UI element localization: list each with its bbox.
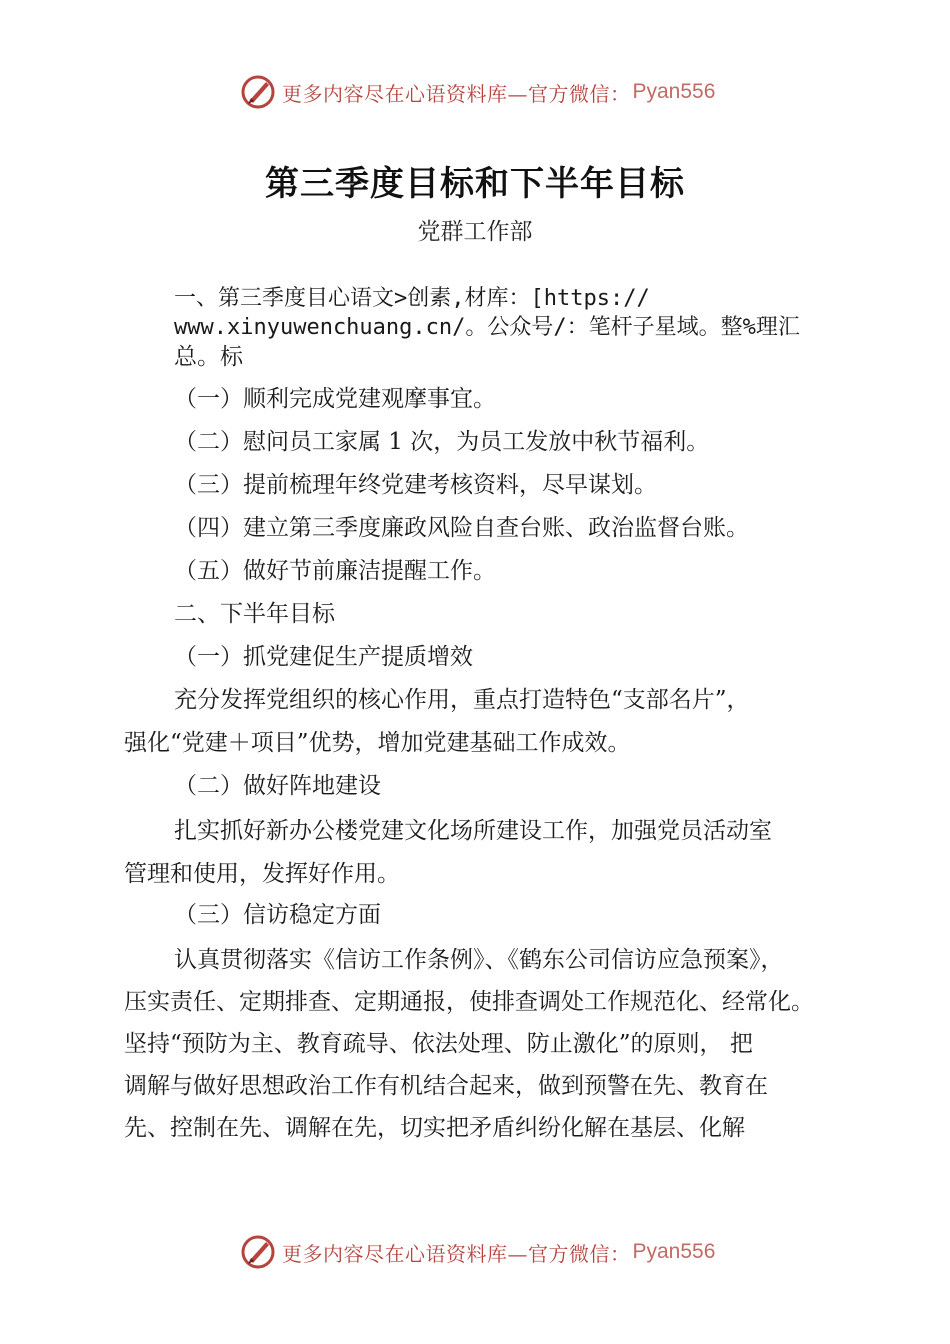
document-title: 第三季度目标和下半年目标	[265, 164, 685, 204]
body-line: （一）顺利完成党建观摩事宜。	[174, 386, 496, 412]
body-line: （二）慰问员工家属 1 次，为员工发放中秋节福利。	[174, 429, 710, 455]
pen-seal-logo-icon	[240, 1234, 276, 1270]
body-line: 压实责任、定期排查、定期通报，使排查调处工作规范化、经常化。	[124, 989, 814, 1015]
body-line: （四）建立第三季度廉政风险自查台账、政治监督台账。	[174, 515, 749, 541]
subsection-heading: （二）做好阵地建设	[174, 773, 381, 799]
body-line: 坚持“预防为主、教育疏导、依法处理、防止激化”的原则， 把	[124, 1031, 753, 1057]
subsection-heading: （三）信访稳定方面	[174, 902, 381, 928]
subsection-heading: （一）抓党建促生产提质增效	[174, 644, 473, 670]
document-subtitle: 党群工作部	[417, 219, 533, 245]
body-line: 认真贯彻落实《信访工作条例》、《鹤东公司信访应急预案》，	[174, 947, 784, 973]
body-line: 充分发挥党组织的核心作用，重点打造特色“支部名片”，	[174, 687, 750, 713]
pen-seal-logo-icon	[240, 74, 276, 110]
body-line: 管理和使用，发挥好作用。	[124, 861, 400, 887]
body-line: 先、控制在先、调解在先，切实把矛盾纠纷化解在基层、化解	[124, 1115, 745, 1141]
section-heading: 二、下半年目标	[174, 601, 335, 627]
watermark-header	[240, 72, 715, 112]
body-line: （三）提前梳理年终党建考核资料，尽早谋划。	[174, 472, 657, 498]
watermark-text: 更多内容尽在心语资料库—官方微信：	[282, 1241, 631, 1266]
watermark-text: 更多内容尽在心语资料库—官方微信：	[282, 81, 631, 106]
body-line: 扎实抓好新办公楼党建文化场所建设工作，加强党员活动室	[174, 818, 772, 844]
body-line: 调解与做好思想政治工作有机结合起来，做到预警在先、教育在	[124, 1073, 768, 1099]
watermark-footer	[240, 1232, 715, 1272]
watermark-wechat-id: Pyan556	[632, 80, 716, 103]
body-line: 总。标	[174, 344, 243, 370]
body-line: 强化“党建＋项目”优势，增加党建基础工作成效。	[124, 730, 631, 756]
watermark-wechat-id: Pyan556	[632, 1240, 716, 1263]
body-line: www.xinyuwenchuang.cn/。公众号/：笔杆子星域。整%理汇	[174, 315, 800, 340]
body-line: （五）做好节前廉洁提醒工作。	[174, 558, 496, 584]
body-line: 一、第三季度目心语文>创素,材库：[https://	[174, 286, 650, 311]
